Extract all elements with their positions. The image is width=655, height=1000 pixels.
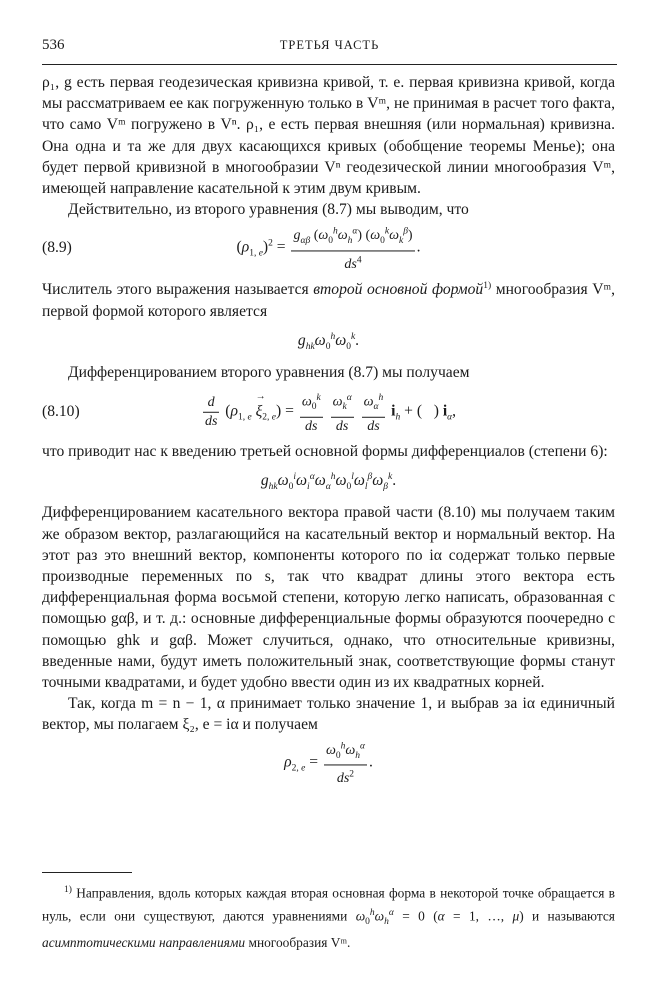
paragraph: что приводит нас к введению третьей основной формы дифференциалов (степени 6): xyxy=(42,443,608,461)
main-text xyxy=(42,72,615,790)
equation-8-9 xyxy=(42,220,615,276)
paragraph: Дифференцированием касательного вектора правой части (8.10) мы получаем таким же образом вектор, разлагающийся на касательный вектор и нормальный вектор. На этот раз это внешний вектор, компоненты которого по iα содержат только первые производные переменных по s, так что квадрат длины этого вектора есть дифференциальная форма восьмой степени, которую легко написать, образованная с помощью gαβ, и т. д.: основные дифференциальные формы образуются поочередно с помощью ghk и gαβ. Может случиться, однако, что относительные кривизны, введенные нами, будут иметь положительный знак, соответствующие формы станут точными квадратами, и будет удобно ввести один из их квадратных корней. xyxy=(42,504,615,692)
paragraph: Числитель этого выражения называется второй основной формой$^{1)}$ многообразия Vᵐ, первой формой которого является xyxy=(42,281,615,320)
footnote-mark: 1) xyxy=(483,281,492,292)
page-header xyxy=(42,37,617,59)
equation-body: $\frac{d}{ds}$ $(\rho_{1, e} \to \xi_{2, e})$ = $\frac{\omega_0^k}{ds}$ $\frac{\omega_k^\alpha}{ds}$ $\frac{\omega_\alpha^h}{ds}$ $i_h$ + ( ) $i_\alpha$, xyxy=(42,389,615,435)
running-title: ТРЕТЬЯ ЧАСТЬ xyxy=(279,38,380,52)
equation-third-form xyxy=(42,462,615,502)
footnote-rule xyxy=(42,872,132,873)
equation-body: $g_{hk}\omega_0^i\omega_i^\alpha\omega_\alpha^h\omega_0^l\omega_l^\beta\omega_\beta^k$. xyxy=(260,472,397,493)
fraction: $\frac{g_{\alpha\beta} (\omega_0^h\omega_h^\alpha) (\omega_0^k\omega_k^\beta)}{ds^4}$ xyxy=(291,223,414,274)
equation-8-10 xyxy=(42,383,615,441)
paragraph: Так, когда m = n − 1, α принимает только значение 1, и выбрав за iα единичный вектор, мы полагаем ξ₂, e = iα и получаем xyxy=(42,695,615,734)
emphasis: асимптотическими направлениями xyxy=(42,934,246,950)
equation-body: $g_{hk}\omega_0^h\omega_0^k$. xyxy=(297,331,360,353)
equation-first-form xyxy=(42,322,615,362)
equation-label: (8.9) xyxy=(42,239,72,257)
equation-label: (8.10) xyxy=(42,403,80,421)
equation-body: $(\rho_{1, e})^2$ = $\frac{g_{\alpha\beta} (\omega_0^h\omega_h^\alpha) (\omega_0^k\omega_k^\beta)}{ds^4}$ . xyxy=(42,223,615,274)
equation-rho2 xyxy=(42,736,615,790)
footnote: $^{1)}$ Направления, вдоль которых каждая вторая основная форма в некоторой точке обращается в нуль, если они существуют, даются уравнениями $\omega_0^h\omega_h^\alpha = 0$ (α = 1, …, μ) и называются асимптотическими направлениями многообразия Vᵐ. xyxy=(42,885,615,950)
equation-body: $\rho_{2, e}$ = $\frac{\omega_0^h\omega_h^\alpha}{ds^2}$ . xyxy=(42,737,615,788)
page-number: 536 xyxy=(42,37,65,53)
header-rule xyxy=(42,64,617,65)
emphasis: второй основной формой xyxy=(313,281,484,299)
paragraph: ρ₁, g есть первая геодезическая кривизна кривой, т. е. первая кривизна кривой, когда мы рассматриваем ее как погруженную только в Vᵐ, не принимая в расчет того факта, что само Vᵐ погружено в Vⁿ. ρ₁, e есть первая внешняя (или нормальная) кривизна. Она одна и та же для двух касающихся кривых (обобщение теоремы Менье); она будет первой кривизной в многообразии Vⁿ геодезической линии многообразия Vᵐ, имеющей направление касательной к этим двум кривым. xyxy=(42,74,615,198)
footnote-mark: 1) xyxy=(64,885,72,895)
paragraph: Дифференцированием второго уравнения (8.7) мы получаем xyxy=(68,364,470,382)
paragraph: Действительно, из второго уравнения (8.7) мы выводим, что xyxy=(68,201,469,219)
